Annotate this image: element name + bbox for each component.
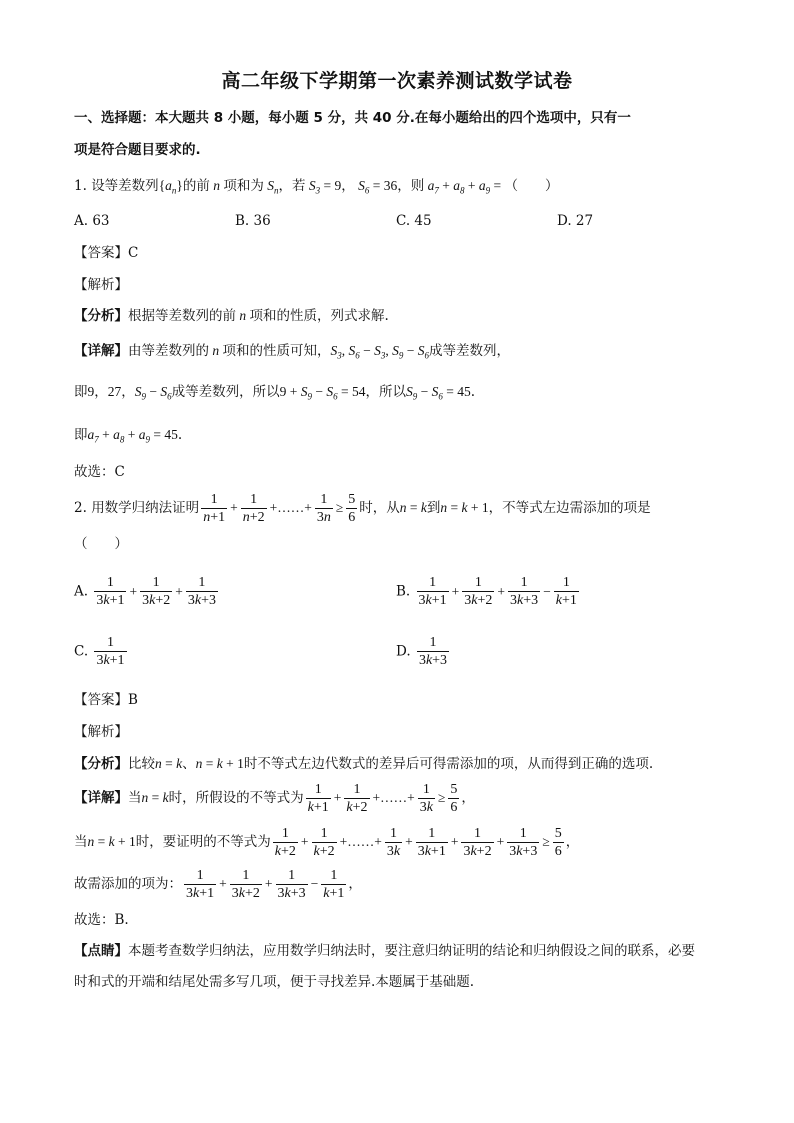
q1-fenxi: 【分析】根据等差数列的前 n 项和的性质，列式求解. — [74, 308, 389, 324]
q1-option-d: D. 27 — [557, 213, 594, 229]
page-title: 高二年级下学期第一次素养测试数学试卷 — [221, 70, 573, 92]
section-heading-line1: 一、选择题：本大题共 8 小题，每小题 5 分，共 40 分.在每小题给出的四个选项中，只有一 — [74, 110, 631, 126]
section-heading-line2: 项是符合题目要求的. — [74, 142, 201, 158]
q2-analysis-head: 【解析】 — [74, 724, 128, 740]
q1-answer: 【答案】C — [74, 245, 139, 261]
q2-option-d: D. $\frac{1}{3k+3}$ — [396, 635, 448, 668]
q1-step3: 即$a_7 + a_8 + a_9 = 45$. — [74, 427, 183, 445]
q2-xiangjie: 【详解】当n = k时，所假设的不等式为 $\frac{1}{k+1}$ + $\frac{1}{k+2}$ +……+ $\frac{1}{3k}$ ≥ $\frac{5}{6}$ ， — [74, 781, 475, 815]
q2-xiangjie-step2: 当n = k + 1时，要证明的不等式为 $\frac{1}{k+2}$ + $\frac{1}{k+2}$ +……+ $\frac{1}{3k}$ + $\frac{1}{3k+1}$ + $\frac{1}{3k+2}$ + $\frac{1}{3k+3}$ ≥ $\frac{5}{6}$ ， — [74, 825, 580, 859]
q2-option-a: A. $\frac{1}{3k+1}$ + $\frac{1}{3k+2}$ + $\frac{1}{3k+3}$ — [74, 575, 216, 608]
q1-option-c: C. 45 — [396, 213, 432, 229]
q2-paren: （ ） — [74, 536, 128, 552]
q1-xiangjie: 【详解】由等差数列的 n 项和的性质可知，$S_3$, $S_6 - S_3$, $S_9 - S_6$成等差数列， — [74, 343, 510, 361]
q2-dianjing-line2: 时和式的开端和结尾处需多写几项，便于寻找差异.本题属于基础题. — [74, 974, 475, 990]
q1-analysis-head: 【解析】 — [74, 277, 128, 293]
q2-answer: 【答案】B — [74, 692, 138, 708]
q2-stem: 2. 用数学归纳法证明 $\frac{1}{n+1}$ + $\frac{1}{n+2}$ +……+ $\frac{1}{3n}$ ≥ $\frac{5}{6}$ 时，从n = k到n = k + 1，不等式左边需添加的项是 — [74, 491, 651, 525]
q1-option-a: A. 63 — [74, 213, 110, 229]
q2-option-b: B. $\frac{1}{3k+1}$ + $\frac{1}{3k+2}$ + $\frac{1}{3k+3}$ − $\frac{1}{k+1}$ — [396, 575, 577, 608]
q2-option-c: C. $\frac{1}{3k+1}$ — [74, 635, 125, 668]
q1-stem: 1. 设等差数列$\{a_n\}$的前 n 项和为 $S_n$，若 $S_3 = 9$， $S_6 = 36$，则 $a_7 + a_8 + a_9$ = （ ） — [74, 178, 559, 196]
q2-dianjing-line1: 【点睛】本题考查数学归纳法，应用数学归纳法时，要注意归纳证明的结论和归纳假设之间的联系，必要 — [74, 943, 695, 959]
q1-select: 故选：C — [74, 464, 125, 480]
q2-fenxi: 【分析】比较n = k、n = k + 1时不等式左边代数式的差异后可得需添加的项，从而得到正确的选项. — [74, 756, 654, 772]
q2-select: 故选：B. — [74, 912, 129, 928]
q1-step2: 即9，27，$S_9 - S_6$成等差数列，所以$9 + S_9 - S_6 = 54$，所以$S_9 - S_6 = 45$. — [74, 384, 476, 402]
q2-xiangjie-step3: 故需添加的项为： $\frac{1}{3k+1}$ + $\frac{1}{3k+2}$ + $\frac{1}{3k+3}$ − $\frac{1}{k+1}$ ， — [74, 867, 362, 901]
q1-option-b: B. 36 — [235, 213, 271, 229]
